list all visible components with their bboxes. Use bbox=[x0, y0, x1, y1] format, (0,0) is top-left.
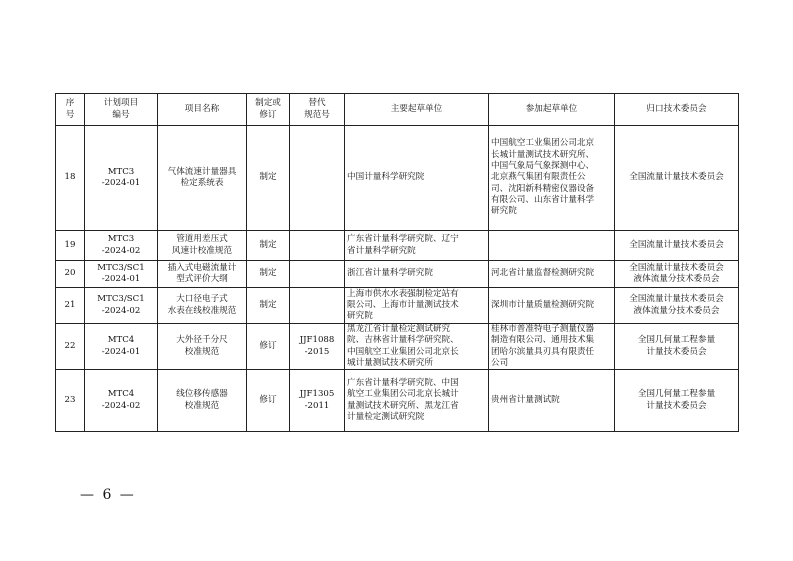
cell-seq: 22 bbox=[56, 324, 85, 370]
cell-text-line: 制造有限公司、通用技术集 bbox=[491, 335, 595, 346]
cell-text-line: 全国流量计量技术委员会 bbox=[629, 239, 724, 250]
cell-committee bbox=[615, 288, 739, 324]
cell-text-line: MTC4 bbox=[107, 335, 135, 346]
cell-participating-unit bbox=[489, 261, 615, 288]
cell-text-line: MTC4 bbox=[107, 389, 135, 400]
cell-text-line: 长城计量测试技术研究所、 bbox=[491, 149, 595, 160]
cell-main-unit bbox=[345, 288, 489, 324]
cell-text-line: 液体流量分技术委员会 bbox=[633, 274, 720, 284]
header-text-line: 计划项目 bbox=[103, 98, 139, 109]
cell-code bbox=[85, 261, 158, 288]
table-row bbox=[56, 261, 739, 288]
cell-type: 制定 bbox=[247, 261, 290, 288]
cell-text-line: -2024-02 bbox=[101, 305, 141, 316]
cell-participating-unit bbox=[489, 324, 615, 370]
cell-text-line: JJF1088 bbox=[299, 335, 335, 346]
cell-committee bbox=[615, 126, 739, 231]
cell-replace bbox=[290, 370, 345, 432]
cell-replace bbox=[290, 261, 345, 288]
cell-code bbox=[85, 126, 158, 231]
cell-text-line: 限公司、上海市计量测试技术 bbox=[347, 299, 459, 310]
header-text-line: 替代 bbox=[308, 98, 326, 109]
header-name bbox=[158, 94, 247, 126]
cell-project-name bbox=[158, 126, 247, 231]
cell-text-line: -2011 bbox=[304, 400, 330, 411]
cell-main-unit bbox=[345, 126, 489, 231]
cell-replace bbox=[290, 288, 345, 324]
cell-text-line: 全国几何量工程参量 bbox=[637, 389, 716, 400]
header-row bbox=[56, 94, 739, 126]
header-seq bbox=[56, 94, 85, 126]
cell-text-line: -2024-01 bbox=[101, 178, 141, 188]
table-row bbox=[56, 324, 739, 370]
cell-main-unit bbox=[345, 261, 489, 288]
cell-seq: 21 bbox=[56, 288, 85, 324]
cell-text-line: 全国流量计量技术委员会 bbox=[629, 262, 724, 273]
cell-text-line: 大口径电子式 bbox=[176, 294, 228, 305]
cell-text-line: -2015 bbox=[304, 346, 330, 357]
header-text-line: 编号 bbox=[112, 109, 130, 120]
cell-type: 制定 bbox=[247, 126, 290, 231]
cell-text-line: 航空工业集团公司北京长城计 bbox=[347, 389, 459, 400]
cell-text-line: 计量技术委员会 bbox=[646, 400, 707, 411]
cell-seq: 18 bbox=[56, 126, 85, 231]
cell-committee bbox=[615, 261, 739, 288]
header-text-line: 参加起草单位 bbox=[525, 103, 578, 114]
cell-project-name bbox=[158, 324, 247, 370]
table-row bbox=[56, 288, 739, 324]
cell-text-line: -2024-02 bbox=[101, 400, 141, 411]
cell-seq: 20 bbox=[56, 261, 85, 288]
cell-code bbox=[85, 370, 158, 432]
cell-text-line: 司、沈阳新科精密仪器设备 bbox=[491, 183, 595, 194]
cell-participating-unit bbox=[489, 288, 615, 324]
cell-text-line: 公司 bbox=[491, 357, 509, 368]
header-type bbox=[247, 94, 290, 126]
cell-text-line: 全国流量计量技术委员会 bbox=[629, 172, 724, 183]
cell-text-line: 中国气象局气象探测中心、 bbox=[491, 161, 595, 172]
table-row bbox=[56, 370, 739, 432]
cell-text-line: 中国计量科学研究院 bbox=[347, 172, 425, 183]
cell-committee bbox=[615, 231, 739, 261]
cell-participating-unit bbox=[489, 370, 615, 432]
cell-text-line: 管道用差压式 bbox=[176, 234, 228, 245]
cell-project-name bbox=[158, 370, 247, 432]
cell-text-line: 广东省计量科学研究院、中国 bbox=[347, 378, 459, 389]
cell-text-line: 深圳市计量质量检测研究院 bbox=[491, 299, 595, 310]
cell-text-line: 有限公司、山东省计量科学 bbox=[491, 194, 595, 205]
cell-text-line: 黑龙江省计量检定测试研究 bbox=[347, 324, 451, 334]
cell-text-line: 浙江省计量科学研究院 bbox=[347, 268, 433, 279]
cell-text-line: JJF1305 bbox=[299, 389, 335, 400]
header-participating-unit bbox=[489, 94, 615, 126]
header-text-line: 主要起草单位 bbox=[390, 103, 443, 114]
cell-text-line: 气体流速计量器具 bbox=[167, 166, 237, 177]
cell-project-name bbox=[158, 288, 247, 324]
cell-participating-unit bbox=[489, 231, 615, 261]
table-row bbox=[56, 126, 739, 231]
cell-replace bbox=[290, 126, 345, 231]
cell-participating-unit bbox=[489, 126, 615, 231]
cell-text-line: 校准规范 bbox=[184, 400, 220, 411]
cell-text-line: 团哈尔滨量具刃具有限责任 bbox=[491, 346, 595, 357]
header-committee bbox=[615, 94, 739, 126]
cell-text-line: 河北省计量监督检测研究院 bbox=[491, 268, 595, 279]
cell-text-line: 桂林市普准特电子测量仪器 bbox=[491, 324, 595, 334]
cell-text-line: 线位移传感器 bbox=[176, 389, 228, 400]
cell-main-unit bbox=[345, 324, 489, 370]
cell-text-line: 广东省计量科学研究院、辽宁 bbox=[347, 234, 459, 245]
cell-text-line: 贵州省计量测试院 bbox=[491, 395, 560, 406]
cell-text-line: 计量技术委员会 bbox=[646, 346, 707, 357]
cell-project-name bbox=[158, 231, 247, 261]
cell-text-line: 院、吉林省计量科学研究院、 bbox=[347, 335, 459, 346]
header-text-line: 规范号 bbox=[304, 109, 330, 120]
cell-committee bbox=[615, 370, 739, 432]
cell-text-line: MTC3/SC1 bbox=[97, 294, 145, 305]
cell-type: 制定 bbox=[247, 288, 290, 324]
cell-code bbox=[85, 231, 158, 261]
table-header bbox=[56, 94, 739, 126]
cell-text-line: 中国航空工业集团公司北京 bbox=[491, 138, 595, 149]
cell-text-line: 上海市供水水表强制检定站有 bbox=[347, 288, 459, 299]
cell-type: 修订 bbox=[247, 370, 290, 432]
header-text-line: 归口技术委员会 bbox=[646, 103, 707, 114]
page-number: — 6 — bbox=[80, 487, 136, 503]
cell-project-name bbox=[158, 261, 247, 288]
cell-text-line: 研究院 bbox=[347, 311, 373, 322]
cell-text-line: 省计量科学研究院 bbox=[347, 245, 416, 256]
cell-main-unit bbox=[345, 231, 489, 261]
cell-type: 修订 bbox=[247, 324, 290, 370]
cell-text-line: 大外径千分尺 bbox=[176, 335, 228, 346]
cell-text-line: 北京燕气集团有限责任公 bbox=[491, 172, 586, 183]
cell-text-line: -2024-01 bbox=[101, 274, 141, 284]
header-replace bbox=[290, 94, 345, 126]
cell-code bbox=[85, 288, 158, 324]
cell-text-line: 水表在线校准规范 bbox=[167, 305, 237, 316]
cell-text-line: 全国流量计量技术委员会 bbox=[629, 294, 724, 305]
header-code bbox=[85, 94, 158, 126]
cell-text-line: MTC3 bbox=[107, 234, 135, 245]
cell-text-line: 型式评价大纲 bbox=[176, 274, 228, 284]
cell-text-line: 检定系统表 bbox=[180, 178, 224, 188]
header-text-line: 修订 bbox=[259, 109, 277, 120]
table-body bbox=[56, 126, 739, 432]
plan-table bbox=[55, 93, 739, 432]
cell-text-line: 量测试技术研究所、黑龙江省 bbox=[347, 400, 459, 411]
cell-main-unit bbox=[345, 370, 489, 432]
cell-seq: 23 bbox=[56, 370, 85, 432]
table-row bbox=[56, 231, 739, 261]
cell-text-line: 中国航空工业集团公司北京长 bbox=[347, 346, 459, 357]
cell-code bbox=[85, 324, 158, 370]
cell-text-line: 液体流量分技术委员会 bbox=[633, 305, 720, 316]
header-text-line: 项目名称 bbox=[184, 103, 220, 114]
cell-text-line: 研究院 bbox=[491, 206, 517, 217]
cell-text-line: 城计量测试技术研究所 bbox=[347, 357, 433, 368]
cell-committee bbox=[615, 324, 739, 370]
cell-text-line: MTC3/SC1 bbox=[97, 262, 145, 273]
cell-type: 制定 bbox=[247, 231, 290, 261]
cell-text-line: 风速计校准规范 bbox=[171, 245, 233, 256]
cell-text-line: -2024-02 bbox=[101, 245, 141, 256]
cell-text-line: 插入式电磁流量计 bbox=[167, 262, 237, 273]
cell-text-line: 校准规范 bbox=[184, 346, 220, 357]
header-text-line: 号 bbox=[65, 109, 75, 120]
cell-text-line: -2024-01 bbox=[101, 346, 141, 357]
header-text-line: 制定或 bbox=[255, 98, 281, 109]
cell-text-line: 全国几何量工程参量 bbox=[637, 335, 716, 346]
cell-replace bbox=[290, 231, 345, 261]
cell-text-line: MTC3 bbox=[107, 166, 135, 177]
header-text-line: 序 bbox=[65, 98, 75, 109]
cell-text-line: 计量检定测试研究院 bbox=[347, 411, 425, 422]
header-main-unit bbox=[345, 94, 489, 126]
cell-replace bbox=[290, 324, 345, 370]
cell-seq: 19 bbox=[56, 231, 85, 261]
